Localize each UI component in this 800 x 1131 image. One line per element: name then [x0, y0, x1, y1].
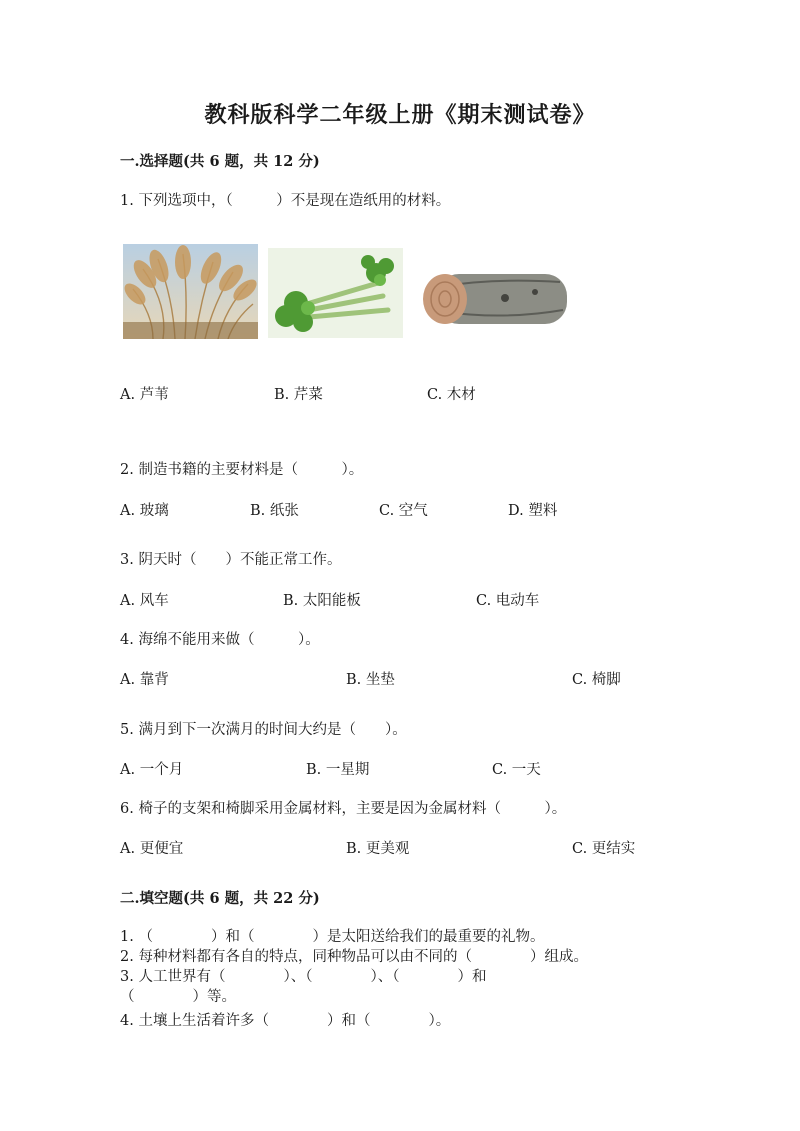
celery-photo [268, 248, 403, 338]
question-3-stem: 3. 阴天时（ ）不能正常工作。 [120, 552, 342, 568]
q4-option-b: B. 坐垫 [346, 672, 395, 688]
q2-option-d: D. 塑料 [508, 503, 558, 519]
question-1-stem: 1. 下列选项中，（ ）不是现在造纸用的材料。 [120, 193, 451, 209]
q6-option-b: B. 更美观 [346, 841, 410, 857]
q6-option-a: A. 更便宜 [120, 841, 184, 857]
question-4-stem: 4. 海绵不能用来做（ ）。 [120, 632, 320, 648]
fill-question-3: 3. 人工世界有（ ）、（ ）、（ ）和 [120, 969, 487, 985]
fill-question-3-continued: （ ）等。 [120, 989, 236, 1005]
page-title: 教科版科学二年级上册《期末测试卷》 [204, 102, 596, 128]
q5-option-a: A. 一个月 [120, 762, 184, 778]
fill-question-4: 4. 土壤上生活着许多（ ）和（ ）。 [120, 1013, 451, 1029]
q2-option-c: C. 空气 [379, 503, 428, 519]
q4-option-c: C. 椅脚 [572, 672, 621, 688]
q1-option-a: A. 芦苇 [120, 387, 169, 403]
question-5-stem: 5. 满月到下一次满月的时间大约是（ ）。 [120, 722, 407, 738]
q5-option-c: C. 一天 [492, 762, 541, 778]
q5-option-b: B. 一星期 [306, 762, 370, 778]
wood-log-photo [415, 268, 577, 330]
section-heading-fill: 二.填空题(共 6 题，共 22 分) [120, 890, 320, 907]
section-heading-choice: 一.选择题(共 6 题，共 12 分) [120, 153, 320, 170]
fill-question-1: 1. （ ）和（ ）是太阳送给我们的最重要的礼物。 [120, 929, 545, 945]
q3-option-b: B. 太阳能板 [283, 593, 361, 609]
q3-option-c: C. 电动车 [476, 593, 540, 609]
fill-question-2: 2. 每种材料都有各自的特点，同种物品可以由不同的（ ）组成。 [120, 949, 588, 965]
q1-option-b: B. 芹菜 [274, 387, 323, 403]
q3-option-a: A. 风车 [120, 593, 169, 609]
question-6-stem: 6. 椅子的支架和椅脚采用金属材料，主要是因为金属材料（ ）。 [120, 801, 567, 817]
q1-option-c: C. 木材 [427, 387, 476, 403]
q4-option-a: A. 靠背 [120, 672, 169, 688]
q2-option-a: A. 玻璃 [120, 503, 169, 519]
reed-photo [123, 244, 258, 339]
q2-option-b: B. 纸张 [250, 503, 299, 519]
q6-option-c: C. 更结实 [572, 841, 636, 857]
question-2-stem: 2. 制造书籍的主要材料是（ ）。 [120, 462, 364, 478]
